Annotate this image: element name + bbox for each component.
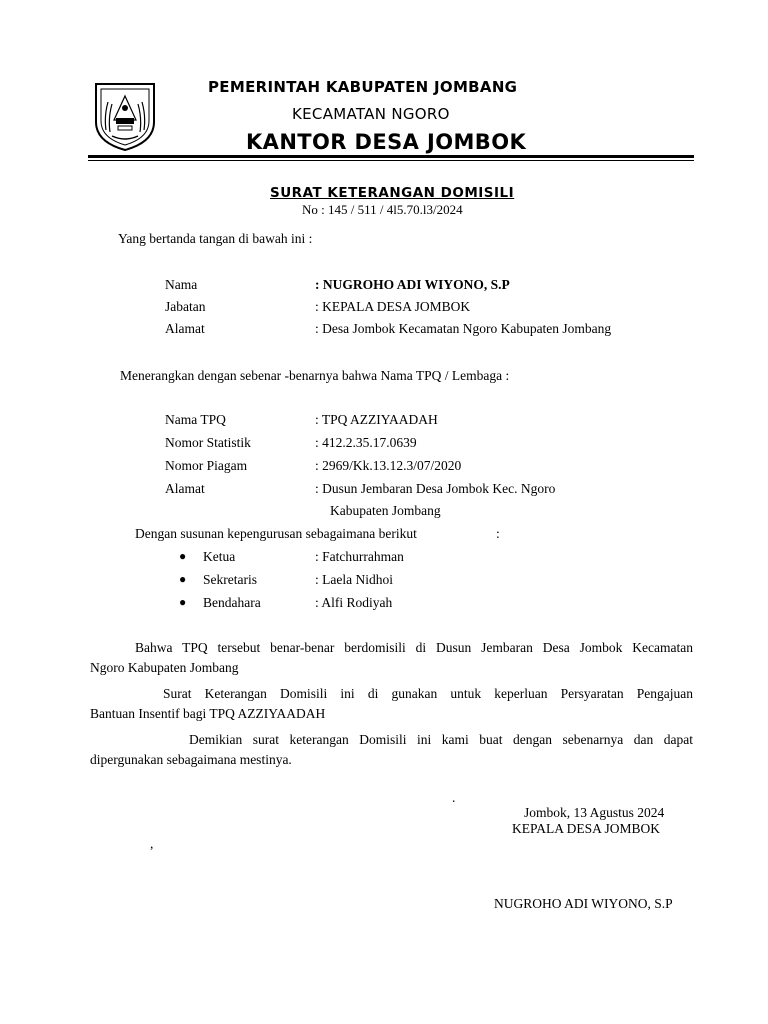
bullet-icon: ●: [179, 572, 187, 586]
signer-value: : NUGROHO ADI WIYONO, S.P: [315, 277, 510, 292]
signature-name: NUGROHO ADI WIYONO, S.P: [494, 896, 673, 911]
tpq-label: Nomor Piagam: [165, 458, 248, 473]
signer-label: Jabatan: [165, 299, 206, 314]
body-paragraph-1-cont: Ngoro Kabupaten Jombang: [90, 660, 239, 675]
tpq-value: : TPQ AZZIYAADAH: [315, 412, 438, 427]
management-role: Ketua: [203, 549, 236, 564]
management-role: Sekretaris: [203, 572, 257, 587]
body-paragraph-3-cont: dipergunakan sebagaimana mestinya.: [90, 752, 292, 767]
header-divider-thin: [88, 160, 694, 161]
tpq-label: Alamat: [165, 481, 205, 496]
declaration-text: Menerangkan dengan sebenar -benarnya bahwa Nama TPQ / Lembaga :: [120, 368, 510, 383]
stray-dot: .: [452, 790, 456, 805]
bullet-icon: ●: [179, 595, 187, 609]
signer-label: Alamat: [165, 321, 205, 336]
signer-value: : Desa Jombok Kecamatan Ngoro Kabupaten Jombang: [315, 321, 612, 336]
signer-label: Nama: [165, 277, 198, 292]
management-name: : Alfi Rodiyah: [315, 595, 393, 610]
management-colon: :: [496, 526, 500, 541]
signer-value: : KEPALA DESA JOMBOK: [315, 299, 471, 314]
header-government: PEMERINTAH KABUPATEN JOMBANG: [208, 78, 518, 96]
header-district: KECAMATAN NGORO: [292, 105, 450, 123]
tpq-value: : 2969/Kk.13.12.3/07/2020: [315, 458, 462, 473]
header-divider-thick: [88, 155, 694, 158]
signature-place-date: Jombok, 13 Agustus 2024: [524, 805, 665, 820]
tpq-value: : Dusun Jembaran Desa Jombok Kec. Ngoro: [315, 481, 556, 496]
body-paragraph-1: Bahwa TPQ tersebut benar-benar berdomisili di Dusun Jembaran Desa Jombok Kecamatan: [135, 640, 693, 655]
bullet-icon: ●: [179, 549, 187, 563]
stray-comma: ,: [150, 836, 154, 851]
kabupaten-jombang-emblem-icon: [92, 80, 158, 152]
body-paragraph-2: Surat Keterangan Domisili ini di gunakan untuk keperluan Persyaratan Pengajuan: [163, 686, 693, 701]
management-intro: Dengan susunan kepengurusan sebagaimana berikut: [135, 526, 417, 541]
document-number: No : 145 / 511 / 4l5.70.l3/2024: [302, 202, 463, 217]
document-title: SURAT KETERANGAN DOMISILI: [270, 185, 515, 201]
body-paragraph-3: Demikian surat keterangan Domisili ini kami buat dengan sebenarnya dan dapat: [189, 732, 693, 747]
tpq-label: Nomor Statistik: [165, 435, 251, 450]
header-office: KANTOR DESA JOMBOK: [246, 130, 527, 154]
body-paragraph-2-cont: Bantuan Insentif bagi TPQ AZZIYAADAH: [90, 706, 326, 721]
tpq-label: Nama TPQ: [165, 412, 226, 427]
tpq-address-continuation: Kabupaten Jombang: [330, 503, 441, 518]
signature-position: KEPALA DESA JOMBOK: [512, 821, 661, 836]
intro-text: Yang bertanda tangan di bawah ini :: [118, 231, 313, 246]
management-name: : Fatchurrahman: [315, 549, 404, 564]
management-role: Bendahara: [203, 595, 261, 610]
tpq-value: : 412.2.35.17.0639: [315, 435, 417, 450]
management-name: : Laela Nidhoi: [315, 572, 393, 587]
